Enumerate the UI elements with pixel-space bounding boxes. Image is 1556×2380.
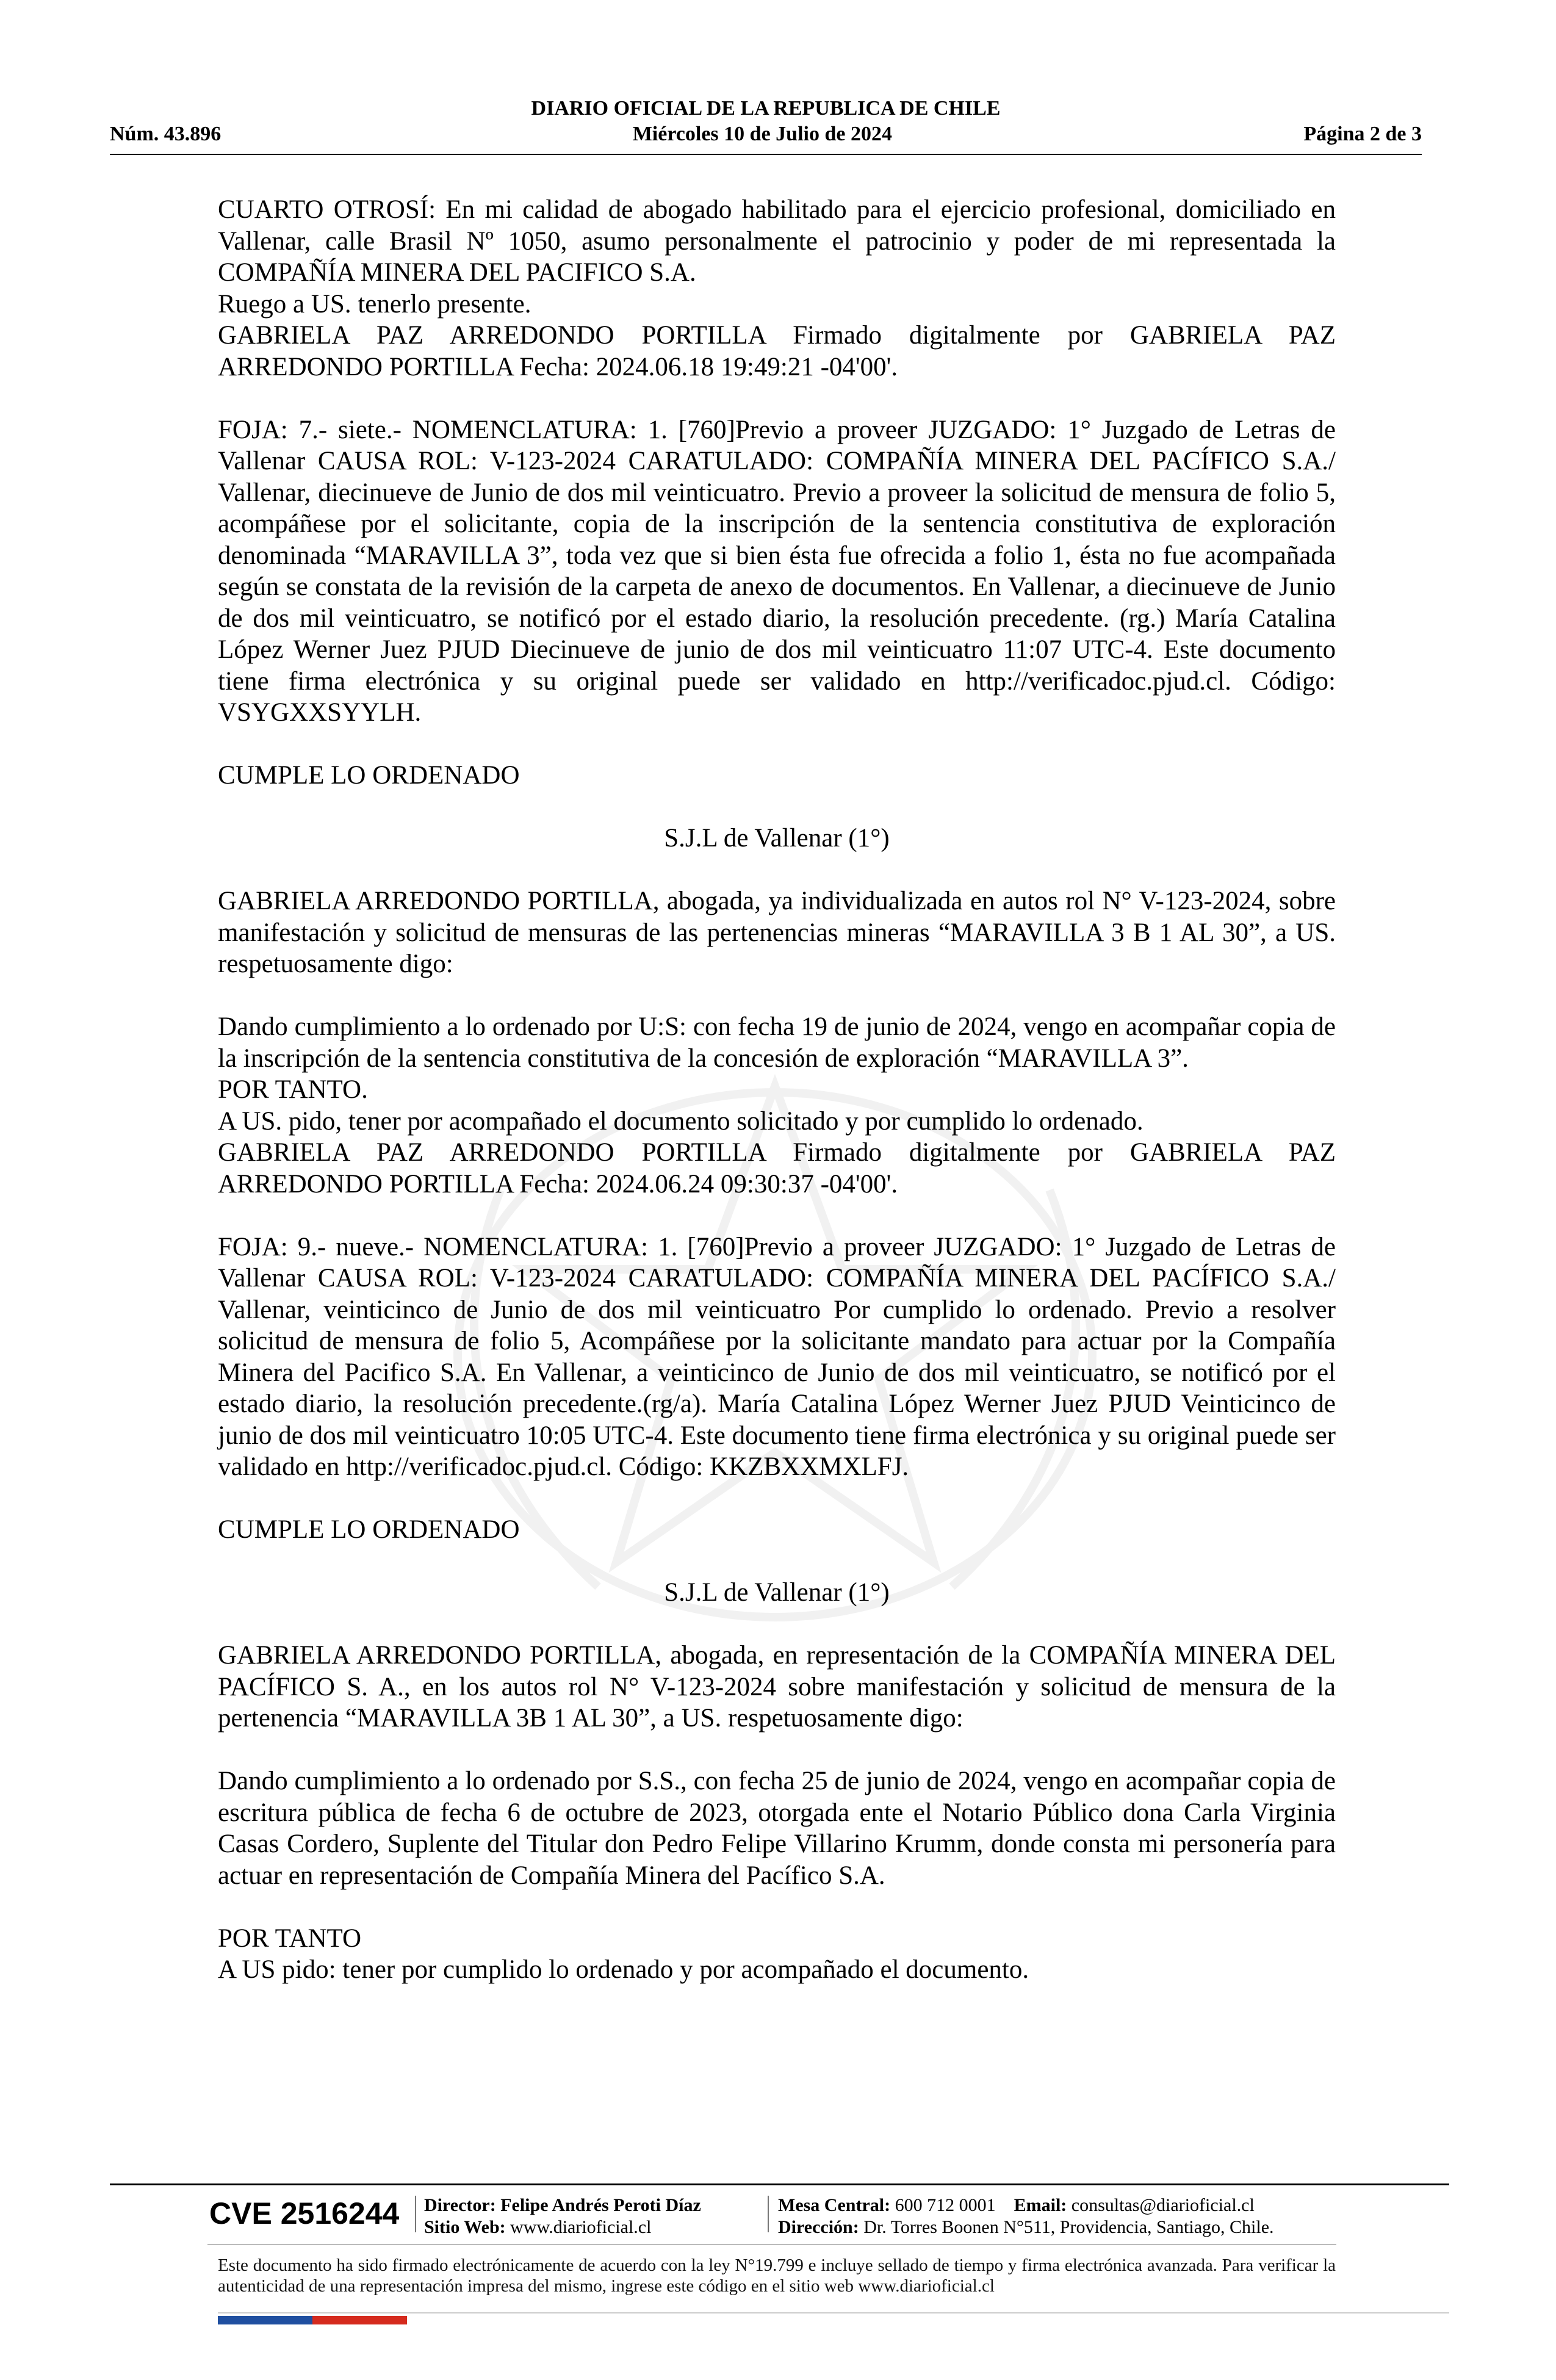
footer-rule xyxy=(110,2183,1449,2185)
footer-separator xyxy=(415,2196,416,2232)
flag-blue-bar xyxy=(218,2316,312,2324)
paragraph-intro: GABRIELA ARREDONDO PORTILLA, abogada, ya individualizada en autos rol N° V-123-2024, sobre manifestación y solicitud de mensuras de las pertenencias mineras “MARAVILLA 3 B 1 AL 30”, a US. respetuosamente digo: xyxy=(218,887,1336,978)
signature-line: GABRIELA PAZ ARREDONDO PORTILLA Firmado digitalmente por GABRIELA PAZ ARREDONDO PORTILLA Fecha: 2024.06.24 09:30:37 -04'00'. xyxy=(218,1138,1336,1199)
newspaper-title: DIARIO OFICIAL DE LA REPUBLICA DE CHILE xyxy=(531,97,1001,120)
heading-cumple: CUMPLE LO ORDENADO xyxy=(218,761,520,790)
paragraph-pido: A US pido: tener por cumplido lo ordenado y por acompañado el documento. xyxy=(218,1955,1029,1984)
signature-line: GABRIELA PAZ ARREDONDO PORTILLA Firmado digitalmente por GABRIELA PAZ ARREDONDO PORTILLA Fecha: 2024.06.18 19:49:21 -04'00'. xyxy=(218,321,1336,381)
por-tanto: POR TANTO. xyxy=(218,1075,368,1104)
paragraph-cuarto-otrosi: CUARTO OTROSÍ: En mi calidad de abogado habilitado para el ejercicio profesional, domiciliado en Vallenar, calle Brasil Nº 1050, asumo personalmente el patrocinio y poder de mi representada la COMPAÑÍA MINERA DEL PACIFICO S.A. xyxy=(218,195,1336,287)
flag-red-bar xyxy=(312,2316,407,2324)
por-tanto: POR TANTO xyxy=(218,1924,362,1953)
paragraph-cumplimiento: Dando cumplimiento a lo ordenado por S.S., con fecha 25 de junio de 2024, vengo en acompañar copia de escritura pública de fecha 6 de octubre de 2023, otorgada ente el Notario Público dona Carla Virginia Casas Cordero, Suplente del Titular don Pedro Felipe Villarino Krumm, donde consta mi personería para actuar en representación de Compañía Minera del Pacífico S.A. xyxy=(218,1767,1336,1890)
director-name: Felipe Andrés Peroti Díaz xyxy=(500,2195,701,2215)
document-body xyxy=(218,194,1336,1986)
paragraph-cumplimiento: Dando cumplimiento a lo ordenado por U:S: con fecha 19 de junio de 2024, vengo en acompañar copia de la inscripción de la sentencia constitutiva de la concesión de exploración “MARAVILLA 3”. xyxy=(218,1012,1336,1073)
footer-director-block xyxy=(424,2194,701,2238)
heading-cumple: CUMPLE LO ORDENADO xyxy=(218,1515,520,1544)
paragraph-pido: A US. pido, tener por acompañado el documento solicitado y por cumplido lo ordenado. xyxy=(218,1106,1144,1136)
cve-code: CVE 2516244 xyxy=(209,2196,400,2230)
paragraph-foja-9: FOJA: 9.- nueve.- NOMENCLATURA: 1. [760]Previo a proveer JUZGADO: 1° Juzgado de Letras de Vallenar CAUSA ROL: V-123-2024 CARATULADO: COMPAÑÍA MINERA DEL PACÍFICO S.A./ Vallenar, veinticinco de Junio de dos mil veinticuatro Por cumplido lo ordenado. Previo a resolver solicitud de mensura de folio 5, Acompáñese por la solicitante mandato para actuar por la Compañía Minera del Pacifico S.A. En Vallenar, a veinticinco de Junio de dos mil veinticuatro, se notificó por el estado diario, la resolución precedente.(rg/a). María Catalina López Werner Juez PJUD Veinticinco de junio de dos mil veinticuatro 10:05 UTC-4. Este documento tiene firma electrónica y su original puede ser validado en http://verificadoc.pjud.cl. Código: KKZBXXMXLFJ. xyxy=(218,1232,1336,1481)
page-number: Página 2 de 3 xyxy=(1303,123,1422,145)
footer-contact-block xyxy=(778,2194,1274,2238)
email-link[interactable]: consultas@diarioficial.cl xyxy=(1071,2195,1255,2215)
header-row xyxy=(110,122,1422,146)
address-label: Dirección: xyxy=(778,2217,859,2237)
email-label: Email: xyxy=(1014,2195,1067,2215)
paragraph-foja-7: FOJA: 7.- siete.- NOMENCLATURA: 1. [760]Previo a proveer JUZGADO: 1° Juzgado de Letras de Vallenar CAUSA ROL: V-123-2024 CARATULADO: COMPAÑÍA MINERA DEL PACÍFICO S.A./ Vallenar, diecinueve de Junio de dos mil veinticuatro. Previo a proveer la solicitud de mensura de folio 5, acompáñese por el solicitante, copia de la inscripción de la sentencia constitutiva de exploración denominada “MARAVILLA 3”, toda vez que si bien ésta fue ofrecida a folio 1, ésta no fue acompañada según se constata de la revisión de la carpeta de anexo de documentos. En Vallenar, a diecinueve de Junio de dos mil veinticuatro, se notificó por el estado diario, la resolución precedente. (rg.) María Catalina López Werner Juez PJUD Diecinueve de junio de dos mil veinticuatro 11:07 UTC-4. Este documento tiene firma electrónica y su original puede ser validado en http://verificadoc.pjud.cl. Código: VSYGXXSYYLH. xyxy=(218,415,1336,727)
header-rule xyxy=(110,154,1422,155)
address-value: Dr. Torres Boonen N°511, Providencia, Santiago, Chile. xyxy=(863,2217,1274,2237)
mesa-label: Mesa Central: xyxy=(778,2195,891,2215)
issue-number: Núm. 43.896 xyxy=(110,123,222,145)
addressee: S.J.L de Vallenar (1°) xyxy=(664,824,890,853)
verification-note: Este documento ha sido firmado electrónicamente de acuerdo con la ley N°19.799 e incluye sellado de tiempo y firma electrónica avanzada. Para verificar la autenticidad de una representación impresa del mismo, ingrese este código en el sitio web www.diarioficial.cl xyxy=(218,2256,1336,2296)
footer-separator xyxy=(768,2196,769,2232)
mesa-phone: 600 712 0001 xyxy=(895,2195,996,2215)
web-link[interactable]: www.diarioficial.cl xyxy=(510,2217,652,2237)
web-label: Sitio Web: xyxy=(424,2217,506,2237)
paragraph-ruego: Ruego a US. tenerlo presente. xyxy=(218,289,531,319)
addressee: S.J.L de Vallenar (1°) xyxy=(664,1578,890,1607)
director-label: Director: xyxy=(424,2195,496,2215)
footer-bottom-rule xyxy=(218,2312,1449,2313)
footer-divider xyxy=(207,2244,1336,2245)
issue-date: Miércoles 10 de Julio de 2024 xyxy=(632,123,892,145)
paragraph-intro: GABRIELA ARREDONDO PORTILLA, abogada, en representación de la COMPAÑÍA MINERA DEL PACÍFICO S. A., en los autos rol N° V-123-2024 sobre manifestación y solicitud de mensura de la pertenencia “MARAVILLA 3B 1 AL 30”, a US. respetuosamente digo: xyxy=(218,1641,1336,1733)
